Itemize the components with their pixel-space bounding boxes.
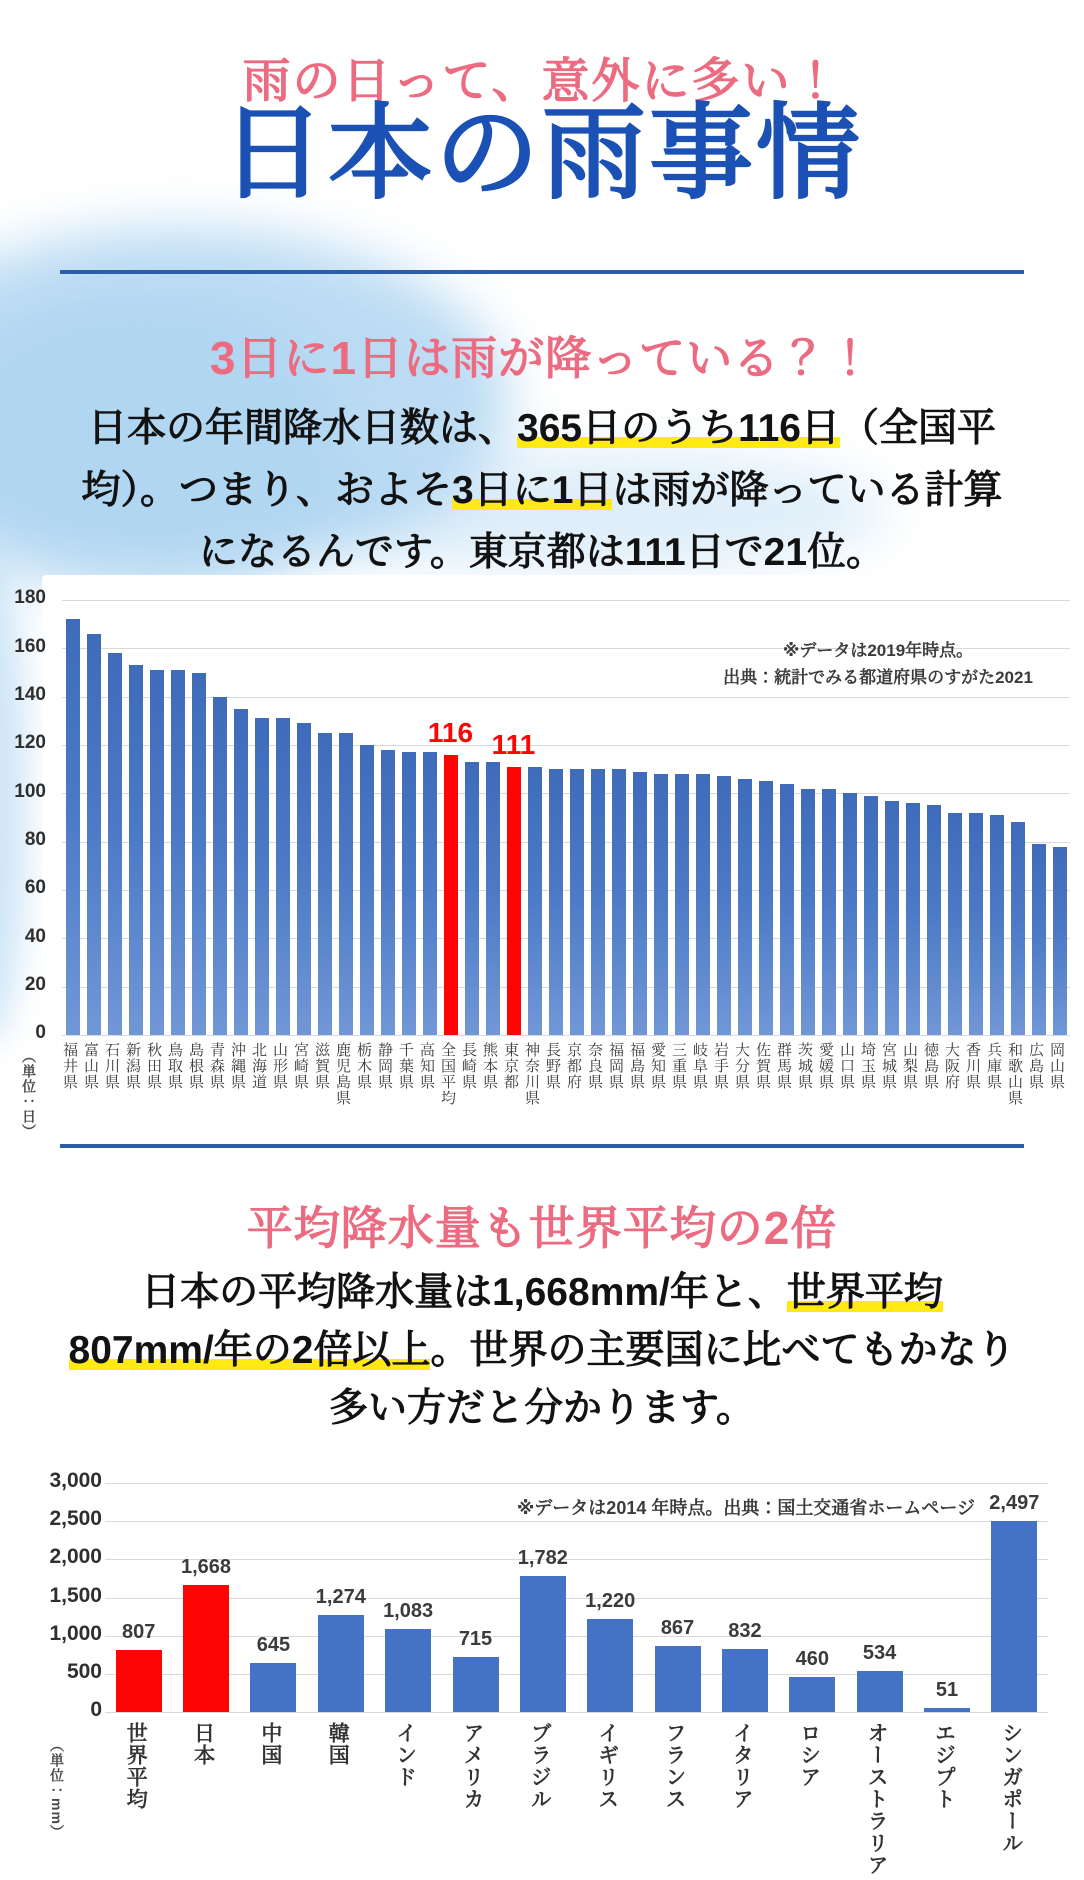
x-axis-label: 富山県 — [82, 1042, 99, 1090]
bar-value-label: 1,220 — [585, 1589, 636, 1612]
bar — [255, 718, 269, 1035]
bar — [116, 1650, 162, 1712]
gridline — [62, 600, 1070, 601]
x-axis-label: 福島県 — [628, 1042, 645, 1090]
bar — [591, 769, 605, 1035]
gridline — [105, 1521, 1048, 1522]
x-axis-label: 石川県 — [103, 1042, 120, 1090]
bar-value-label: 1,274 — [315, 1585, 366, 1608]
x-axis-label: 全国平均 — [439, 1042, 456, 1106]
bar — [297, 723, 311, 1035]
bar — [1011, 822, 1025, 1035]
x-axis-label: 高知県 — [418, 1042, 435, 1090]
page-subtitle: 雨の日って、意外に多い！ — [242, 55, 842, 108]
bar — [924, 1708, 970, 1712]
y-axis-tick-label: 80 — [24, 828, 46, 850]
x-axis-label: 東京都 — [502, 1042, 519, 1090]
bar — [722, 1649, 768, 1713]
y-axis-tick-label: 120 — [14, 732, 46, 754]
x-axis-label: 鳥取県 — [166, 1042, 183, 1090]
x-axis-label: フランス — [663, 1722, 686, 1810]
bar-value-label: 1,668 — [180, 1555, 232, 1578]
x-axis-label: 中国 — [258, 1722, 282, 1766]
y-axis-tick-label: 20 — [24, 973, 46, 995]
bar — [654, 774, 668, 1035]
x-axis-label: 青森県 — [208, 1042, 225, 1090]
bar-value-label: 867 — [660, 1616, 695, 1639]
bar-value-label: 715 — [458, 1628, 493, 1651]
x-axis-label: 神奈川県 — [523, 1042, 540, 1106]
body-text-line: になるんです。東京都は111日で21位。 — [198, 531, 886, 574]
bar — [822, 789, 836, 1036]
bar — [318, 733, 332, 1035]
gridline — [105, 1674, 1048, 1675]
bar — [129, 665, 143, 1035]
bar — [213, 697, 227, 1035]
bar — [885, 801, 899, 1035]
y-axis-tick-label: 1,000 — [49, 1621, 102, 1645]
bar — [780, 784, 794, 1035]
x-axis-label: 岡山県 — [1048, 1042, 1065, 1090]
bar — [423, 752, 437, 1035]
bar — [655, 1646, 701, 1712]
x-axis-label: 宮崎県 — [292, 1042, 309, 1090]
body-text-line: 日本の年間降水日数は、365日のうち116日（全国平 — [87, 407, 997, 450]
bar — [318, 1615, 364, 1712]
x-axis-label: 世界平均 — [124, 1722, 148, 1810]
x-axis-label: 千葉県 — [397, 1042, 414, 1090]
bar — [520, 1576, 566, 1712]
x-axis-label: 宮城県 — [880, 1042, 897, 1090]
x-axis-label: イギリス — [595, 1722, 619, 1810]
x-axis-label: 山口県 — [838, 1042, 855, 1090]
bar — [843, 793, 857, 1035]
bar — [1032, 844, 1046, 1035]
x-axis-label: 滋賀県 — [313, 1042, 330, 1090]
bar — [444, 755, 458, 1035]
x-axis-label: アメリカ — [461, 1722, 484, 1810]
bar — [108, 653, 122, 1035]
bar-value-label: 2,497 — [989, 1492, 1040, 1515]
bar — [1053, 847, 1067, 1036]
bar — [66, 619, 80, 1035]
x-axis-label: 愛媛県 — [817, 1042, 834, 1090]
bar — [717, 776, 731, 1035]
bar — [183, 1585, 229, 1712]
bar-value-label: 645 — [256, 1633, 291, 1656]
bar — [486, 762, 500, 1035]
x-axis-label: イタリア — [730, 1722, 754, 1810]
x-axis-label: 島根県 — [187, 1042, 204, 1090]
y-axis-tick-label: 1,500 — [49, 1583, 102, 1607]
data-source-note: ※データは2014 年時点。出典：国土交通省ホームページ — [516, 1498, 975, 1518]
y-axis-tick-label: 180 — [14, 587, 46, 609]
x-axis-label: 沖縄県 — [229, 1042, 246, 1090]
gridline — [105, 1712, 1048, 1713]
y-axis-tick-label: 160 — [14, 635, 46, 657]
bar — [696, 774, 710, 1035]
y-axis-tick-label: 0 — [90, 1698, 102, 1721]
y-axis-tick-label: 140 — [14, 683, 46, 705]
section1-heading: 3日に1日は雨が降っている？！ — [209, 332, 875, 384]
bar — [465, 762, 479, 1035]
bar-value-label: 534 — [862, 1642, 897, 1665]
bar — [738, 779, 752, 1035]
bar — [276, 718, 290, 1035]
bar — [549, 769, 563, 1035]
bar-value-label: 1,782 — [517, 1547, 568, 1569]
x-axis-label: 栃木県 — [355, 1042, 372, 1090]
axis-unit-label: （単位：日） — [21, 1049, 37, 1139]
bar — [570, 769, 584, 1035]
x-axis-label: 大分県 — [733, 1042, 750, 1090]
x-axis-label: 熊本県 — [481, 1042, 498, 1090]
x-axis-label: オーストラリア — [865, 1722, 889, 1876]
highlighted-text: 世界平均 — [786, 1271, 943, 1314]
bar — [801, 789, 815, 1036]
x-axis-label: 香川県 — [964, 1042, 981, 1090]
bar-value-label: 116 — [427, 716, 474, 748]
x-axis-label: 三重県 — [670, 1042, 687, 1090]
bar-value-label: 807 — [122, 1621, 156, 1644]
x-axis-label: 鹿児島県 — [334, 1042, 351, 1106]
gridline — [105, 1483, 1048, 1484]
bar — [528, 767, 542, 1035]
section1-body — [0, 398, 1084, 584]
x-axis-label: 徳島県 — [922, 1042, 939, 1090]
precipitation-by-country-chart — [0, 1460, 1084, 1880]
x-axis-label: 埼玉県 — [859, 1042, 876, 1090]
x-axis-label: 岩手県 — [712, 1042, 729, 1090]
x-axis-label: 新潟県 — [124, 1042, 141, 1090]
bar — [587, 1619, 633, 1712]
bar — [381, 750, 395, 1035]
bar — [250, 1663, 296, 1712]
x-axis-label: 長崎県 — [460, 1042, 477, 1090]
x-axis-label: 北海道 — [250, 1042, 267, 1090]
bar-value-label: 51 — [935, 1679, 959, 1702]
bar-value-label: 832 — [728, 1619, 762, 1642]
y-axis-tick-label: 40 — [24, 925, 46, 947]
bar — [150, 670, 164, 1035]
body-text-line: 多い方だと分かります。 — [329, 1387, 755, 1430]
highlighted-text: 365日のうち116日 — [517, 407, 840, 450]
body-text-line: 均）。つまり、およそ3日に1日は雨が降っている計算 — [81, 469, 1003, 512]
section2-heading: 平均降水量も世界平均の2倍 — [246, 1202, 838, 1254]
x-axis-label: 静岡県 — [376, 1042, 393, 1090]
bar — [948, 813, 962, 1035]
bar — [906, 803, 920, 1035]
y-axis-tick-label: 2,000 — [49, 1545, 102, 1569]
bar — [857, 1671, 903, 1712]
x-axis-label: 広島県 — [1027, 1042, 1044, 1090]
y-axis-tick-label: 3,000 — [49, 1469, 102, 1492]
bar-value-label: 1,083 — [383, 1600, 434, 1623]
bar-value-label: 111 — [491, 728, 536, 760]
x-axis-label: インド — [393, 1722, 417, 1788]
bar — [234, 709, 248, 1035]
bar — [385, 1629, 431, 1712]
x-axis-label: 岐阜県 — [691, 1042, 708, 1090]
y-axis-tick-label: 500 — [66, 1659, 102, 1683]
bar — [453, 1657, 499, 1712]
x-axis-label: 山形県 — [271, 1042, 288, 1090]
x-axis-label: 大阪府 — [943, 1042, 960, 1090]
x-axis-label: 韓国 — [326, 1722, 350, 1766]
x-axis-label: エジプト — [932, 1722, 956, 1810]
section-divider — [60, 270, 1024, 274]
x-axis-label: 京都府 — [565, 1042, 582, 1090]
body-text-line: 807mm/年の2倍以上。世界の主要国に比べてもかなり — [68, 1329, 1016, 1372]
bar — [612, 769, 626, 1035]
x-axis-label: ブラジル — [528, 1722, 552, 1810]
gridline — [62, 1035, 1070, 1036]
x-axis-label: 奈良県 — [586, 1042, 603, 1090]
y-axis-tick-label: 60 — [24, 877, 46, 899]
body-text-line: 日本の平均降水量は1,668mm/年と、世界平均 — [141, 1271, 943, 1314]
bar — [192, 673, 206, 1036]
x-axis-label: 福井県 — [61, 1042, 78, 1090]
bar — [864, 796, 878, 1035]
bar — [402, 752, 416, 1035]
bar — [675, 774, 689, 1035]
x-axis-label: 山梨県 — [901, 1042, 918, 1090]
bar — [507, 767, 521, 1035]
x-axis-label: 長野県 — [544, 1042, 561, 1090]
x-axis-label: 群馬県 — [775, 1042, 792, 1090]
bar — [789, 1677, 835, 1712]
section-divider — [60, 1144, 1024, 1148]
x-axis-label: 秋田県 — [145, 1042, 162, 1090]
x-axis-label: 茨城県 — [796, 1042, 813, 1090]
bar — [991, 1521, 1037, 1712]
x-axis-label: 佐賀県 — [754, 1042, 771, 1090]
highlighted-text: 3日に1日 — [452, 469, 613, 512]
highlighted-text: 807mm/年の2倍以上 — [68, 1329, 431, 1372]
bar — [87, 634, 101, 1035]
x-axis-label: ロシア — [797, 1722, 821, 1788]
y-axis-tick-label: 0 — [35, 1022, 46, 1044]
bar — [990, 815, 1004, 1035]
bar — [633, 772, 647, 1035]
bar — [927, 805, 941, 1035]
bar — [339, 733, 353, 1035]
y-axis-tick-label: 100 — [14, 780, 46, 802]
data-source-note: ※データは2019年時点。 出典：統計でみる都道府県のすがた2021 — [723, 641, 1033, 687]
bar — [360, 745, 374, 1035]
x-axis-label: シンガポール — [999, 1722, 1023, 1854]
bar — [969, 813, 983, 1035]
x-axis-label: 和歌山県 — [1006, 1042, 1023, 1106]
rainy-days-by-prefecture-chart — [0, 575, 1084, 1175]
y-axis-tick-label: 2,500 — [49, 1507, 102, 1531]
x-axis-label: 日本 — [191, 1722, 215, 1766]
bar-value-label: 460 — [795, 1647, 829, 1670]
page-title: 日本の雨事情 — [220, 96, 863, 212]
bar — [171, 670, 185, 1035]
x-axis-label: 福岡県 — [607, 1042, 624, 1090]
section2-body — [0, 1264, 1084, 1438]
x-axis-label: 兵庫県 — [985, 1042, 1002, 1090]
x-axis-label: 愛知県 — [649, 1042, 666, 1090]
bar — [759, 781, 773, 1035]
axis-unit-label: （単位：mm） — [49, 1738, 65, 1840]
